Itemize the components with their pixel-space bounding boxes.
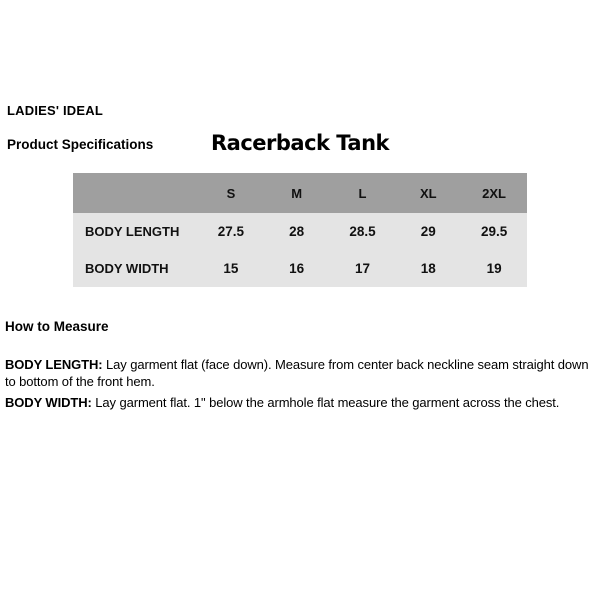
row-label: BODY LENGTH [85, 224, 180, 239]
body-length-s: 27.5 [217, 224, 245, 239]
row-label: BODY WIDTH [85, 261, 169, 276]
title-row [0, 131, 600, 159]
body-width-l: 17 [354, 261, 370, 276]
table-row-body-width [73, 250, 527, 287]
body-length-xl: 29 [420, 224, 436, 239]
measure-term-body-length: BODY LENGTH: [5, 357, 103, 372]
column-header-2xl: 2XL [482, 185, 506, 201]
how-to-measure-heading: How to Measure [5, 319, 109, 334]
column-header-l: L [358, 185, 367, 201]
size-spec-table [73, 173, 527, 287]
column-header-m: M [291, 185, 303, 201]
measure-term-body-width: BODY WIDTH: [5, 395, 92, 410]
body-length-l: 28.5 [349, 224, 376, 239]
table-header-row [73, 173, 527, 213]
body-width-2xl: 19 [486, 261, 502, 276]
measure-text-body-length: Lay garment flat (face down). Measure from center back neckline seam straight down to bottom of the front hem. [5, 357, 589, 389]
body-width-s: 15 [223, 261, 239, 276]
measure-instruction-body-length [5, 356, 598, 390]
how-to-measure-body [5, 356, 598, 415]
product-title: Racerback Tank [210, 131, 390, 155]
brand-name: LADIES' IDEAL [7, 103, 103, 118]
measure-instruction-body-width [5, 394, 598, 411]
body-width-xl: 18 [420, 261, 436, 276]
body-width-m: 16 [289, 261, 305, 276]
measure-text-body-width: Lay garment flat. 1" below the armhole flat measure the garment across the chest. [95, 395, 560, 410]
section-label: Product Specifications [7, 137, 154, 152]
body-length-m: 28 [289, 224, 305, 239]
table-row-body-length [73, 213, 527, 250]
body-length-2xl: 29.5 [480, 224, 508, 239]
column-header-xl: XL [419, 185, 437, 201]
table-header-spacer [73, 173, 198, 213]
column-header-s: S [226, 185, 236, 201]
